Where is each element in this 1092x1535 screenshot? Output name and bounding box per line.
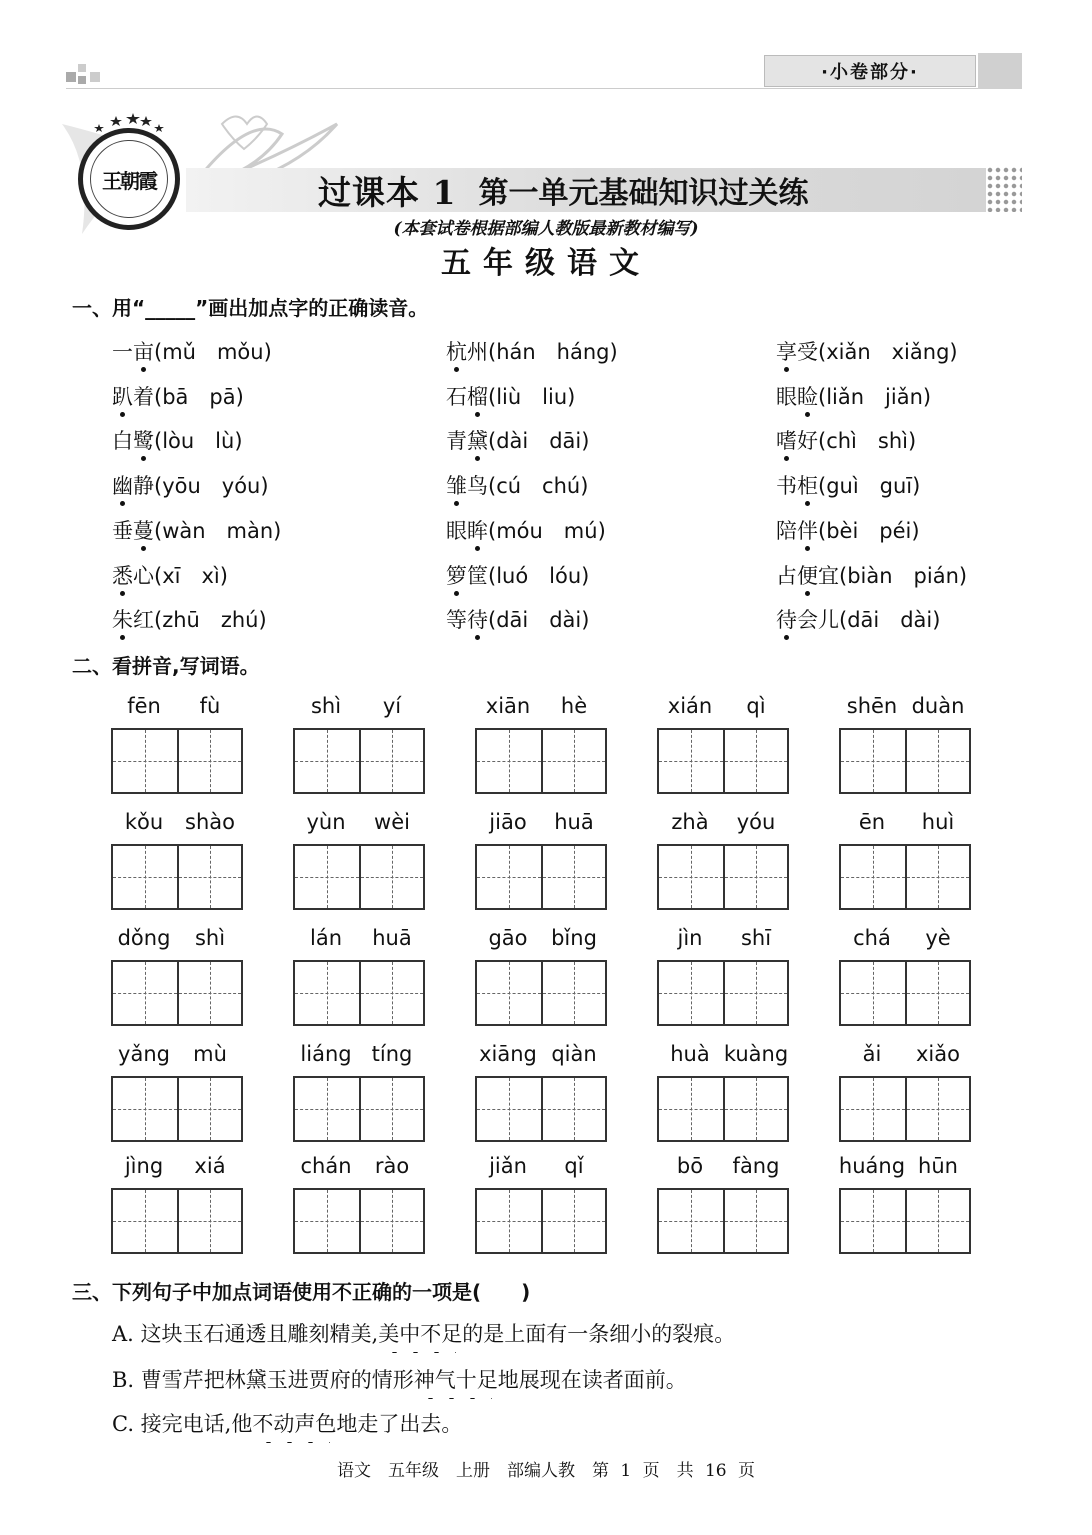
writing-cell[interactable] [723, 962, 787, 1024]
writing-boxes [657, 728, 789, 794]
pinyin-syllable: gāo [488, 926, 528, 950]
dotted-character: 鹭 [133, 425, 154, 455]
choice-option [112, 1408, 462, 1438]
pinyin-syllable: shì [310, 694, 342, 718]
writing-boxes [111, 728, 243, 794]
pronunciation-item [112, 515, 281, 545]
writing-cell[interactable] [113, 730, 177, 792]
pinyin-syllable: qǐ [564, 1154, 584, 1178]
pinyin-syllable: yùn [306, 810, 346, 834]
writing-boxes [111, 844, 243, 910]
dotted-character: 便 [797, 560, 818, 590]
writing-cell[interactable] [905, 1078, 969, 1140]
dotted-character: 朱 [112, 604, 133, 634]
writing-boxes [293, 844, 425, 910]
pinyin-syllable: bō [676, 1154, 704, 1178]
writing-boxes [839, 844, 971, 910]
writing-boxes [839, 1076, 971, 1142]
dotted-character: 柜 [797, 470, 818, 500]
character: 着 [133, 384, 154, 409]
pronunciation-options: (dāi dài) [488, 608, 590, 633]
pronunciation-word [446, 604, 488, 634]
pronunciation-options: (xiǎn xiǎng) [818, 340, 958, 364]
writing-boxes [657, 1076, 789, 1142]
writing-cell[interactable] [659, 962, 723, 1024]
writing-boxes [475, 960, 607, 1026]
pronunciation-options: (xī xì) [154, 563, 228, 588]
grade-title: 五年级语文 [441, 246, 651, 281]
writing-cell[interactable] [723, 846, 787, 908]
pronunciation-options: (wàn màn) [154, 518, 282, 543]
pinyin-syllable: ǎi [862, 1042, 882, 1066]
corner-decoration [66, 60, 106, 88]
pinyin-syllable: huì [921, 810, 955, 834]
writing-cell[interactable] [659, 1190, 723, 1252]
character: 好 [797, 429, 818, 454]
pinyin-syllable: dǒng [117, 926, 171, 950]
pronunciation-word [446, 515, 488, 545]
pronunciation-word [112, 515, 154, 545]
character: 一 [112, 340, 133, 364]
writing-cell[interactable] [477, 730, 541, 792]
writing-cell[interactable] [177, 1078, 241, 1140]
pronunciation-item [112, 604, 267, 634]
character: 占 [776, 563, 797, 588]
pronunciation-item [776, 381, 931, 411]
character: 陪 [776, 518, 797, 543]
pinyin-syllable: xiǎo [916, 1042, 960, 1066]
character: 静 [133, 474, 154, 499]
writing-cell[interactable] [113, 962, 177, 1024]
pronunciation-word [112, 560, 154, 590]
pronunciation-options: (mǔ mǒu) [154, 340, 272, 364]
writing-boxes [111, 1076, 243, 1142]
choice-option [112, 1318, 735, 1348]
header-rule [66, 88, 1022, 89]
pinyin-syllable: shī [740, 926, 772, 950]
writing-cell[interactable] [477, 1078, 541, 1140]
writing-boxes [475, 1076, 607, 1142]
pinyin-syllable: duàn [911, 694, 965, 718]
character: 会 [797, 608, 818, 633]
pronunciation-item [776, 560, 967, 590]
option-text: A. 这块玉石通透且雕刻精美, [112, 1322, 379, 1346]
dotted-character: 幽 [112, 470, 133, 500]
pinyin-syllable: tíng [371, 1042, 413, 1066]
writing-cell[interactable] [905, 846, 969, 908]
character: 红 [133, 608, 154, 633]
pronunciation-options: (dāi dài) [839, 608, 941, 633]
pronunciation-options: (zhū zhú) [154, 608, 267, 633]
writing-boxes [111, 960, 243, 1026]
pinyin-syllable: qiàn [551, 1042, 597, 1066]
character: 宜 [818, 563, 839, 588]
pinyin-syllable: hūn [918, 1154, 958, 1178]
pinyin-syllable: jìn [677, 926, 703, 950]
writing-cell[interactable] [359, 1190, 423, 1252]
writing-cell[interactable] [541, 846, 605, 908]
pronunciation-options: (móu mú) [488, 518, 606, 543]
pinyin-syllable: chá [853, 926, 891, 950]
pronunciation-item [112, 425, 243, 455]
pronunciation-word [776, 604, 839, 634]
pinyin-syllable: yǎng [118, 1042, 170, 1066]
writing-boxes [657, 1188, 789, 1254]
pinyin-syllable: liáng [300, 1042, 352, 1066]
section1-heading: 一、用“_____”画出加点字的正确读音。 [72, 296, 429, 320]
writing-cell[interactable] [841, 1078, 905, 1140]
character: 等 [446, 608, 467, 633]
pronunciation-word [112, 381, 154, 411]
pronunciation-options: (liù liu) [488, 384, 576, 409]
character: 州 [467, 340, 488, 364]
writing-cell[interactable] [541, 1190, 605, 1252]
dotted-character: 嗜 [776, 425, 797, 455]
tag-side-block [978, 53, 1022, 89]
logo-text: 王朝霞 [90, 140, 168, 218]
pinyin-syllable: chán [300, 1154, 352, 1178]
pronunciation-item [446, 381, 575, 411]
pinyin-syllable: huà [670, 1042, 710, 1066]
writing-boxes [111, 1188, 243, 1254]
section2-heading: 二、看拼音,写词语。 [72, 654, 260, 678]
pinyin-syllable: xiān [485, 694, 531, 718]
pronunciation-item [446, 560, 589, 590]
pinyin-syllable: yóu [736, 810, 776, 834]
pronunciation-word [776, 515, 818, 545]
writing-cell[interactable] [359, 962, 423, 1024]
unit-title: 第一单元基础知识过关练 [478, 176, 809, 211]
writing-boxes [839, 1188, 971, 1254]
pronunciation-options: (lòu lù) [154, 429, 243, 454]
character: 受 [797, 340, 818, 364]
choice-option [112, 1364, 687, 1394]
pronunciation-options: (bā pā) [154, 384, 244, 409]
writing-cell[interactable] [113, 1078, 177, 1140]
dotted-character: 杭 [446, 336, 467, 366]
writing-cell[interactable] [841, 1190, 905, 1252]
writing-cell[interactable] [295, 1078, 359, 1140]
pronunciation-word [776, 336, 818, 366]
pronunciation-word [446, 336, 488, 366]
pinyin-syllable: fēn [127, 694, 161, 718]
character: 心 [133, 563, 154, 588]
writing-cell[interactable] [477, 1190, 541, 1252]
dotted-character: 趴 [112, 381, 133, 411]
pinyin-syllable: fàng [732, 1154, 780, 1178]
writing-cell[interactable] [723, 1190, 787, 1252]
writing-cell[interactable] [177, 1190, 241, 1252]
pronunciation-options: (cú chú) [488, 474, 589, 499]
character: 垂 [112, 518, 133, 543]
pronunciation-options: (biàn pián) [839, 563, 968, 588]
writing-cell[interactable] [841, 730, 905, 792]
dotted-phrase: 神气十足 [414, 1364, 498, 1394]
writing-cell[interactable] [905, 1190, 969, 1252]
writing-cell[interactable] [295, 962, 359, 1024]
pinyin-syllable: lán [309, 926, 343, 950]
pinyin-syllable: xiāng [479, 1042, 537, 1066]
pinyin-syllable: jiǎn [489, 1154, 527, 1178]
pronunciation-word [446, 560, 488, 590]
character: 青 [446, 429, 467, 454]
writing-cell[interactable] [359, 846, 423, 908]
pronunciation-options: (luó lóu) [488, 563, 590, 588]
pronunciation-word [446, 425, 488, 455]
writing-cell[interactable] [113, 1190, 177, 1252]
writing-boxes [475, 728, 607, 794]
pinyin-syllable: kǒu [124, 810, 164, 834]
writing-boxes [657, 844, 789, 910]
pinyin-syllable: shào [185, 810, 235, 834]
writing-cell[interactable] [659, 730, 723, 792]
pronunciation-word [776, 470, 818, 500]
pinyin-syllable: huā [372, 926, 412, 950]
pinyin-syllable: zhà [671, 810, 709, 834]
dotted-character: 榴 [467, 381, 488, 411]
option-text: 地展现在读者面前。 [497, 1368, 687, 1392]
writing-cell[interactable] [295, 1190, 359, 1252]
writing-cell[interactable] [295, 730, 359, 792]
pinyin-syllable: rào [374, 1154, 410, 1178]
dotted-character: 黛 [467, 425, 488, 455]
book-title: 过课本 1 [318, 172, 457, 212]
dotted-character: 待 [776, 604, 797, 634]
writing-cell[interactable] [541, 1078, 605, 1140]
pronunciation-options: (hán háng) [488, 340, 618, 364]
pronunciation-item [112, 560, 228, 590]
writing-cell[interactable] [723, 1078, 787, 1140]
writing-cell[interactable] [659, 1078, 723, 1140]
writing-cell[interactable] [359, 730, 423, 792]
dotted-character: 悉 [112, 560, 133, 590]
pronunciation-word [446, 381, 488, 411]
pronunciation-item [776, 515, 920, 545]
pinyin-syllable: yí [382, 694, 402, 718]
dotted-character: 箩 [446, 560, 467, 590]
character: 儿 [818, 608, 839, 633]
pronunciation-options: (yōu yóu) [154, 474, 269, 499]
pinyin-syllable: jiāo [489, 810, 527, 834]
pinyin-syllable: xiá [194, 1154, 226, 1178]
writing-cell[interactable] [477, 846, 541, 908]
pinyin-syllable: jìng [124, 1154, 164, 1178]
pronunciation-word [776, 425, 818, 455]
option-text: 的是上面有一条细小的裂痕。 [462, 1322, 736, 1346]
pronunciation-item [112, 470, 269, 500]
writing-cell[interactable] [905, 730, 969, 792]
writing-cell[interactable] [723, 730, 787, 792]
page-title [318, 168, 808, 212]
character: 书 [776, 474, 797, 499]
pinyin-syllable: hè [560, 694, 588, 718]
pronunciation-item [776, 425, 916, 455]
writing-cell[interactable] [177, 962, 241, 1024]
pronunciation-options: (guì guī) [818, 474, 921, 499]
character: 鸟 [467, 474, 488, 499]
option-text: C. 接完电话,他 [112, 1412, 253, 1436]
pinyin-syllable: wèi [374, 810, 410, 834]
pronunciation-item [776, 470, 920, 500]
writing-cell[interactable] [841, 846, 905, 908]
pinyin-syllable: shì [194, 926, 226, 950]
writing-boxes [475, 844, 607, 910]
dotted-phrase: 不动声色 [252, 1408, 336, 1438]
pronunciation-options: (liǎn jiǎn) [818, 384, 932, 409]
writing-boxes [839, 960, 971, 1026]
dotted-character: 眸 [467, 515, 488, 545]
option-text: 地走了出去。 [336, 1412, 463, 1436]
pinyin-syllable: ēn [858, 810, 886, 834]
page-footer: 语文 五年级 上册 部编人教 第 1 页 共 16 页 [336, 1461, 756, 1481]
pronunciation-item [446, 515, 606, 545]
dot-pattern [986, 166, 1022, 212]
option-text: B. 曹雪芹把林黛玉进贾府的情形 [112, 1368, 414, 1392]
writing-boxes [657, 960, 789, 1026]
writing-cell[interactable] [905, 962, 969, 1024]
pinyin-syllable: fù [199, 694, 221, 718]
pronunciation-word [112, 470, 154, 500]
dotted-character: 享 [776, 336, 797, 366]
pinyin-syllable: huā [554, 810, 594, 834]
pronunciation-word [112, 425, 154, 455]
dotted-character: 睑 [797, 381, 818, 411]
pronunciation-item [776, 336, 958, 366]
pronunciation-word [776, 560, 839, 590]
pronunciation-item [776, 604, 940, 634]
pinyin-syllable: kuàng [723, 1042, 789, 1066]
writing-cell[interactable] [295, 846, 359, 908]
pinyin-syllable: qì [746, 694, 766, 718]
pronunciation-item [446, 470, 588, 500]
pinyin-syllable: bǐng [551, 926, 597, 950]
pronunciation-word [112, 604, 154, 634]
character: 眼 [446, 518, 467, 543]
character: 白 [112, 429, 133, 454]
character: 筐 [467, 563, 488, 588]
writing-boxes [475, 1188, 607, 1254]
writing-cell[interactable] [359, 1078, 423, 1140]
pronunciation-word [112, 336, 154, 366]
writing-cell[interactable] [541, 730, 605, 792]
dotted-character: 待 [467, 604, 488, 634]
pronunciation-item [446, 425, 589, 455]
writing-cell[interactable] [113, 846, 177, 908]
writing-boxes [293, 1076, 425, 1142]
pinyin-syllable: mù [193, 1042, 227, 1066]
writing-cell[interactable] [659, 846, 723, 908]
writing-cell[interactable] [177, 730, 241, 792]
writing-boxes [293, 1188, 425, 1254]
writing-boxes [839, 728, 971, 794]
pinyin-syllable: shēn [846, 694, 898, 718]
pronunciation-word [776, 381, 818, 411]
writing-cell[interactable] [177, 846, 241, 908]
pinyin-syllable: huáng [838, 1154, 906, 1178]
pronunciation-item [112, 336, 272, 366]
section3-heading: 三、下列句子中加点词语使用不正确的一项是( ) [72, 1280, 531, 1304]
writing-cell[interactable] [477, 962, 541, 1024]
pronunciation-item [446, 604, 589, 634]
dotted-character: 亩 [133, 336, 154, 366]
pronunciation-options: (chì shì) [818, 429, 917, 454]
pronunciation-item [446, 336, 618, 366]
pinyin-syllable: yè [925, 926, 951, 950]
pronunciation-word [446, 470, 488, 500]
character: 石 [446, 384, 467, 409]
dotted-character: 雏 [446, 470, 467, 500]
writing-cell[interactable] [841, 962, 905, 1024]
dotted-character: 蔓 [133, 515, 154, 545]
pronunciation-options: (bèi péi) [818, 518, 920, 543]
writing-boxes [293, 960, 425, 1026]
subtitle: (本套试卷根据部编人教版最新教材编写) [393, 219, 699, 239]
dotted-character: 伴 [797, 515, 818, 545]
writing-boxes [293, 728, 425, 794]
section-tag: ·小卷部分· [764, 55, 976, 87]
writing-cell[interactable] [541, 962, 605, 1024]
pinyin-syllable: xián [667, 694, 713, 718]
character: 眼 [776, 384, 797, 409]
pronunciation-options: (dài dāi) [488, 429, 590, 454]
pronunciation-item [112, 381, 244, 411]
dotted-phrase: 美中不足 [378, 1318, 462, 1348]
